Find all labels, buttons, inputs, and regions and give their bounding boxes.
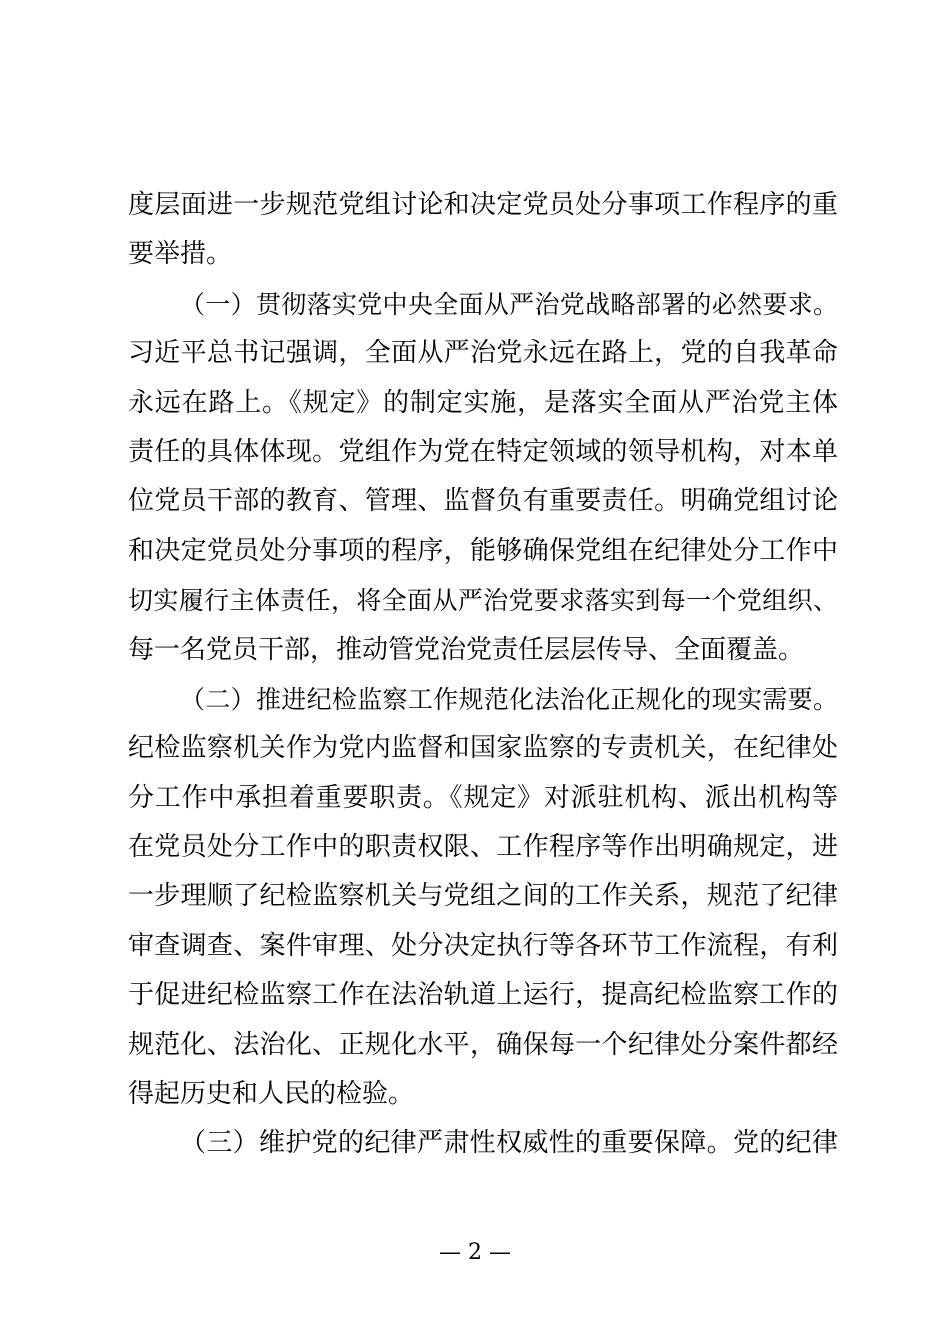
text-line: 在党员处分工作中的职责权限、工作程序等作出明确规定，进 (128, 832, 838, 863)
text-line: 要举措。 (128, 239, 233, 270)
text-line: 审查调查、案件审理、处分决定执行等各环节工作流程，有利 (128, 930, 838, 961)
text-line: 永远在路上。《规定》的制定实施，是落实全面从严治党主体 (128, 387, 838, 418)
text-line: （一）贯彻落实党中央全面从严治党战略部署的必然要求。 (180, 289, 838, 319)
body-text (128, 181, 838, 1169)
text-line: 一步理顺了纪检监察机关与党组之间的工作关系，规范了纪律 (128, 881, 838, 912)
text-line: 分工作中承担着重要职责。《规定》对派驻机构、派出机构等 (128, 782, 838, 813)
text-line: （二）推进纪检监察工作规范化法治化正规化的现实需要。 (180, 684, 838, 714)
text-line: 规范化、法治化、正规化水平，确保每一个纪律处分案件都经 (128, 1029, 838, 1060)
text-line: 于促进纪检监察工作在法治轨道上运行，提高纪检监察工作的 (128, 980, 838, 1011)
text-line: 切实履行主体责任，将全面从严治党要求落实到每一个党组织、 (128, 586, 838, 616)
text-line: 责任的具体体现。党组作为党在特定领域的领导机构，对本单 (128, 436, 838, 467)
text-line: 和决定党员处分事项的程序，能够确保党组在纪律处分工作中 (128, 535, 838, 566)
text-line: （三）维护党的纪律严肃性权威性的重要保障。党的纪律 (180, 1128, 838, 1159)
text-line: 位党员干部的教育、管理、监督负有重要责任。明确党组讨论 (128, 486, 838, 517)
text-line: 习近平总书记强调，全面从严治党永远在路上，党的自我革命 (128, 338, 838, 369)
text-line: 度层面进一步规范党组讨论和决定党员处分事项工作程序的重 (128, 190, 838, 220)
text-line: 每一名党员干部，推动管党治党责任层层传导、全面覆盖。 (128, 634, 805, 665)
text-line: 纪检监察机关作为党内监督和国家监察的专责机关，在纪律处 (128, 733, 838, 764)
page-number: — 2 — (439, 1240, 511, 1265)
text-line: 得起历史和人民的检验。 (128, 1079, 415, 1110)
